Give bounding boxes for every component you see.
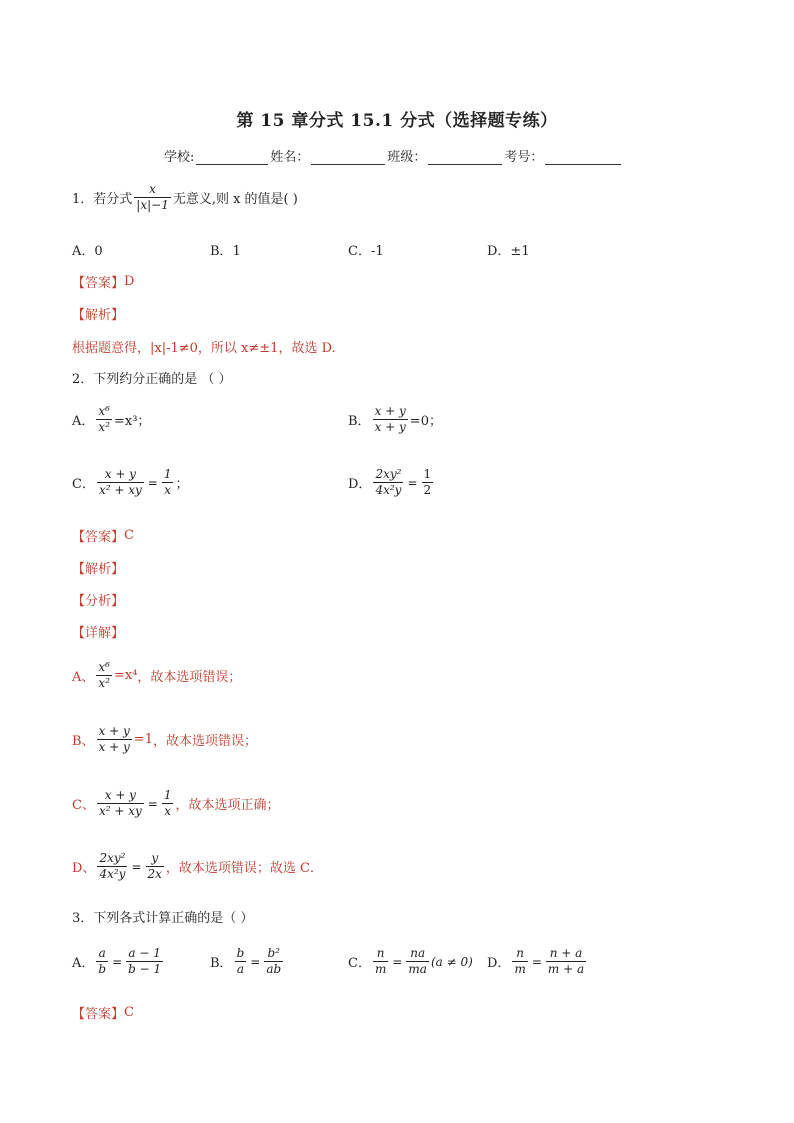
q2-a-fraction bbox=[96, 404, 112, 435]
frac-den: 2x bbox=[147, 867, 162, 881]
q3-option-a bbox=[72, 946, 165, 977]
answer-value: D bbox=[124, 274, 135, 289]
q2-b-fraction bbox=[373, 404, 408, 435]
frac-num: x⁶ bbox=[98, 404, 110, 418]
equals-sign: = bbox=[407, 475, 418, 490]
detail-rhs: =x⁴ bbox=[113, 668, 138, 683]
q3-b-rfraction bbox=[264, 946, 283, 977]
detail-text: ，故本选项错误；故选 C． bbox=[165, 861, 323, 876]
frac-num: 1 bbox=[163, 467, 172, 481]
q3-c-rfraction bbox=[406, 946, 429, 977]
equals-sign: = bbox=[147, 796, 158, 811]
frac-num: x + y bbox=[98, 724, 130, 738]
q2-option-c bbox=[72, 467, 188, 498]
q2-detail-label bbox=[72, 622, 124, 641]
answer-label: 【答案】 bbox=[72, 276, 125, 291]
name-blank[interactable] bbox=[311, 150, 385, 165]
option-label: C． bbox=[348, 956, 371, 971]
q3-d-lfraction bbox=[512, 946, 527, 977]
school-blank[interactable] bbox=[196, 150, 268, 165]
q2-answer bbox=[72, 526, 134, 545]
class-label: 班级： bbox=[387, 150, 427, 165]
q2-detail-d bbox=[72, 851, 323, 882]
frac-num: b² bbox=[267, 946, 280, 960]
frac-num: 2xy² bbox=[99, 851, 126, 865]
frac-den: x + y bbox=[98, 740, 130, 754]
name-label: 姓名： bbox=[270, 150, 310, 165]
frac-den: m bbox=[374, 962, 387, 976]
q1-frac-num: x bbox=[149, 182, 156, 196]
equals-sign: = bbox=[250, 954, 261, 969]
option-label: C． bbox=[72, 477, 95, 492]
frac-num: x + y bbox=[104, 467, 136, 481]
frac-num: 1 bbox=[163, 788, 172, 802]
option-tail: ； bbox=[175, 477, 189, 492]
q3-c-lfraction bbox=[373, 946, 388, 977]
option-label: A． bbox=[72, 956, 95, 971]
frac-den: b − 1 bbox=[128, 962, 162, 976]
frac-num: b bbox=[236, 946, 245, 960]
q3-d-rfraction bbox=[546, 946, 586, 977]
q2-det-b-fraction bbox=[97, 724, 132, 755]
q3-stem: 3．下列各式计算正确的是（ ） bbox=[72, 911, 254, 926]
q2-option-b bbox=[348, 404, 442, 435]
page-title: 第 15 章分式 15.1 分式（选择题专练） bbox=[236, 111, 558, 131]
q1-option-a: A．0 bbox=[72, 244, 103, 259]
detail-label: 【详解】 bbox=[72, 626, 125, 641]
frac-den: a bbox=[236, 962, 244, 976]
detail-label-b: B、 bbox=[72, 734, 95, 749]
q1-fraction bbox=[134, 182, 171, 213]
frac-den: m + a bbox=[547, 962, 585, 976]
q3-b-lfraction bbox=[235, 946, 247, 977]
q2-det-c-fraction bbox=[97, 788, 144, 819]
frac-num: y bbox=[151, 851, 159, 865]
frac-num: x + y bbox=[374, 404, 406, 418]
frac-num: 1 bbox=[423, 467, 432, 481]
option-label: B． bbox=[348, 414, 371, 429]
q1-analysis-text: 根据题意得，|x|-1≠0，所以 x≠±1，故选 D. bbox=[72, 341, 336, 356]
q3-option-d bbox=[487, 946, 588, 977]
detail-label-d: D、 bbox=[72, 861, 96, 876]
frac-den: x² bbox=[98, 420, 110, 434]
frac-den: x² + xy bbox=[98, 483, 142, 497]
frac-den: x² + xy bbox=[98, 804, 142, 818]
q2-d-rfraction bbox=[422, 467, 434, 498]
q1-frac-den: |x|−1 bbox=[136, 198, 169, 212]
student-info-line bbox=[164, 146, 623, 165]
detail-label-a: A、 bbox=[72, 670, 95, 685]
q1-stem bbox=[72, 182, 298, 213]
q2-det-c-rfraction bbox=[162, 788, 174, 819]
exam-no-blank[interactable] bbox=[545, 150, 621, 165]
answer-value: C bbox=[124, 528, 134, 543]
equals-sign: = bbox=[531, 954, 542, 969]
q1-answer bbox=[72, 272, 134, 291]
analysis-label: 【解析】 bbox=[72, 562, 125, 577]
q2-c-fraction bbox=[97, 467, 144, 498]
option-rhs: =x³； bbox=[113, 414, 151, 429]
q3-a-lfraction bbox=[96, 946, 108, 977]
q1-option-c: C．-1 bbox=[348, 244, 384, 259]
frac-den: x bbox=[164, 483, 172, 497]
frac-num: a − 1 bbox=[128, 946, 161, 960]
frac-den: b bbox=[98, 962, 107, 976]
frac-den: m bbox=[514, 962, 526, 976]
detail-rhs: =1 bbox=[133, 732, 153, 747]
frac-den: 4x²y bbox=[375, 483, 402, 497]
q2-det-d-fraction bbox=[97, 851, 127, 882]
detail-text: ，故本选项错误； bbox=[152, 734, 257, 749]
q2-stem: 2．下列约分正确的是 （ ） bbox=[72, 372, 232, 387]
condition: (a ≠ 0) bbox=[430, 954, 473, 969]
q1-prefix: 1．若分式 bbox=[72, 192, 133, 207]
option-rhs: =0； bbox=[409, 414, 442, 429]
option-label: D． bbox=[487, 956, 511, 971]
frac-num: x + y bbox=[104, 788, 136, 802]
frac-num: n bbox=[376, 946, 385, 960]
exam-no-label: 考号： bbox=[504, 150, 544, 165]
school-label: 学校: bbox=[164, 150, 195, 165]
frac-den: ma bbox=[408, 962, 427, 976]
fenxi-label: 【分析】 bbox=[72, 594, 125, 609]
q2-c-rfraction bbox=[162, 467, 174, 498]
equals-sign: = bbox=[392, 954, 403, 969]
frac-den: ab bbox=[266, 962, 282, 976]
q1-option-d: D．±1 bbox=[487, 244, 530, 259]
frac-den: x + y bbox=[374, 420, 406, 434]
analysis-label: 【解析】 bbox=[72, 308, 125, 323]
q2-analysis-label bbox=[72, 558, 124, 577]
detail-text: ，故本选项错误； bbox=[137, 670, 242, 685]
frac-num: 2xy² bbox=[375, 467, 402, 481]
q3-a-rfraction bbox=[126, 946, 163, 977]
frac-num: na bbox=[410, 946, 426, 960]
q2-detail-b bbox=[72, 724, 257, 755]
q2-detail-a bbox=[72, 660, 241, 691]
option-label: D． bbox=[348, 477, 372, 492]
frac-num: n + a bbox=[549, 946, 583, 960]
equals-sign: = bbox=[131, 859, 142, 874]
q2-det-a-fraction bbox=[96, 660, 112, 691]
equals-sign: = bbox=[112, 954, 123, 969]
q2-option-d bbox=[348, 467, 435, 498]
answer-label: 【答案】 bbox=[72, 530, 125, 545]
q2-det-d-rfraction bbox=[146, 851, 164, 882]
q1-analysis-label bbox=[72, 304, 124, 323]
equals-sign: = bbox=[147, 475, 158, 490]
q2-option-a bbox=[72, 404, 150, 435]
frac-num: n bbox=[516, 946, 524, 960]
frac-den: 4x²y bbox=[99, 867, 126, 881]
q3-option-b bbox=[210, 946, 285, 977]
answer-label: 【答案】 bbox=[72, 1007, 125, 1022]
q1-suffix: 无意义,则 x 的值是( ) bbox=[172, 192, 298, 207]
frac-num: x⁶ bbox=[98, 660, 110, 674]
option-label: B． bbox=[210, 956, 233, 971]
q3-answer bbox=[72, 1003, 134, 1022]
detail-label-c: C、 bbox=[72, 798, 95, 813]
q2-d-fraction bbox=[373, 467, 403, 498]
q1-option-b: B．1 bbox=[210, 244, 241, 259]
q3-option-c bbox=[348, 946, 473, 977]
answer-value: C bbox=[124, 1005, 134, 1020]
q2-fenxi-label bbox=[72, 590, 124, 609]
option-label: A． bbox=[72, 414, 95, 429]
detail-text: ，故本选项正确； bbox=[175, 798, 280, 813]
frac-den: x bbox=[164, 804, 172, 818]
q2-detail-c bbox=[72, 788, 279, 819]
frac-num: a bbox=[98, 946, 106, 960]
frac-den: x² bbox=[98, 676, 110, 690]
class-blank[interactable] bbox=[428, 150, 502, 165]
frac-den: 2 bbox=[423, 483, 432, 497]
